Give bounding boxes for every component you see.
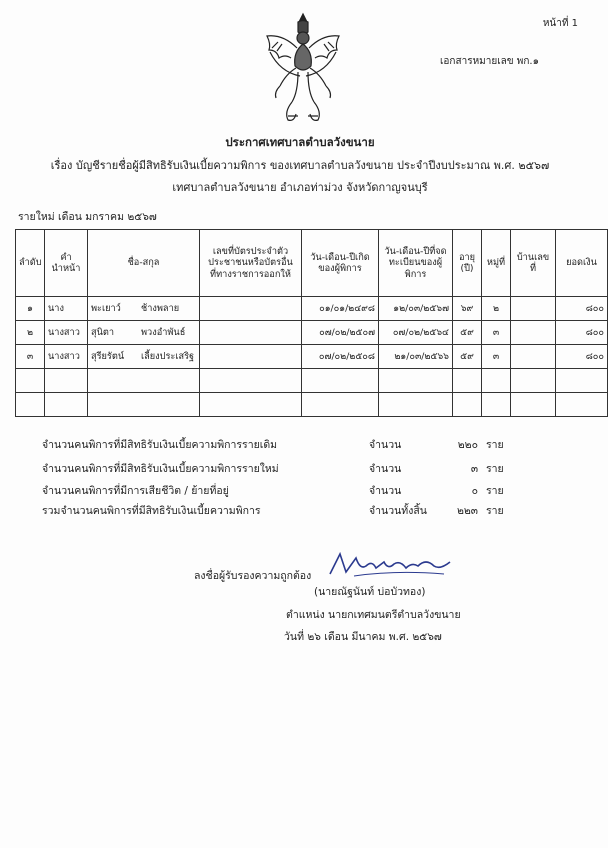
summary-label: จำนวนคนพิการที่มีสิทธิรับเงินเบี้ยความพิการรายใหม่ [42, 463, 279, 475]
table-header-row [16, 230, 608, 297]
summary-label: จำนวนคนพิการที่มีการเสียชีวิต / ย้ายที่อยู่ [42, 485, 229, 497]
table-row [16, 297, 608, 321]
cell-dob: ๐๗/๐๒/๒๕๐๘ [302, 345, 379, 369]
cell-last-name: พวงอำพันธ์ [141, 327, 186, 338]
beneficiary-table [15, 229, 608, 417]
table-row-empty [16, 369, 608, 393]
signer-name: (นายณัฐนันท์ บ่อบัวทอง) [314, 586, 426, 598]
announcement-title: ประกาศเทศบาลตำบลวังขนาย [225, 135, 375, 149]
cell-first-name: สุรียรัตน์ [91, 351, 125, 362]
page-number: หน้าที่ 1 [542, 18, 578, 29]
cell-name [88, 345, 200, 369]
announcement-location: เทศบาลตำบลวังขนาย อำเภอท่าม่วง จังหวัดกาญจนบุรี [172, 181, 428, 194]
cell-id [200, 345, 302, 369]
cell-house [511, 297, 556, 321]
cell-house [511, 321, 556, 345]
summary-unit: ราย [486, 463, 504, 475]
summary-qty-label: จำนวน [369, 463, 402, 475]
header-dob: วัน-เดือน-ปีเกิดของผู้พิการ [302, 230, 379, 297]
header-name: ชื่อ-สกุล [88, 230, 200, 297]
cell-id [200, 321, 302, 345]
cell-amount: ๘๐๐ [556, 297, 608, 321]
header-prefix-line1: คำ [60, 251, 72, 263]
cell-last-name: เลี้ยงประเสริฐ [141, 351, 195, 362]
cell-id [200, 297, 302, 321]
cell-house [511, 345, 556, 369]
cell-prefix: นางสาว [45, 345, 88, 369]
table-row [16, 345, 608, 369]
cell-prefix: นาง [45, 297, 88, 321]
cell-age: ๕๙ [453, 321, 482, 345]
announcement-subject: เรื่อง บัญชีรายชื่อผู้มีสิทธิรับเงินเบี้ยความพิการ ของเทศบาลตำบลวังขนาย ประจำปีงบประมาณ พ.ศ. ๒๕๖๗ [50, 159, 550, 172]
cell-no: ๑ [16, 297, 45, 321]
header-amount: ยอดเงิน [556, 230, 608, 297]
handwritten-signature [326, 548, 456, 582]
summary-label: รวมจำนวนคนพิการที่มีสิทธิรับเงินเบี้ยความพิการ [42, 505, 261, 517]
cell-age: ๕๙ [453, 345, 482, 369]
summary-label: จำนวนคนพิการที่มีสิทธิรับเงินเบี้ยความพิการรายเดิม [42, 439, 278, 451]
cell-reg: ๒๑/๐๓/๒๕๖๖ [379, 345, 453, 369]
cell-dob: ๐๗/๐๒/๒๕๐๗ [302, 321, 379, 345]
cell-amount: ๘๐๐ [556, 321, 608, 345]
header-moo: หมู่ที่ [482, 230, 511, 297]
table-row [16, 321, 608, 345]
document-code: เอกสารหมายเลข พก.๑ [440, 56, 539, 67]
summary-qty: ๐ [471, 485, 478, 497]
summary-qty-label: จำนวน [369, 439, 402, 451]
cell-reg: ๑๒/๐๓/๒๕๖๗ [379, 297, 453, 321]
cell-first-name: พะเยาว์ [91, 303, 121, 314]
cell-no: ๓ [16, 345, 45, 369]
summary-unit: ราย [486, 485, 504, 497]
header-age: อายุ (ปี) [453, 230, 482, 297]
table-row-empty [16, 393, 608, 417]
summary-unit: ราย [486, 439, 504, 451]
summary-qty: ๒๒๐ [457, 439, 478, 451]
cell-dob: ๐๑/๐๑/๒๔๙๘ [302, 297, 379, 321]
header-reg: วัน-เดือน-ปีที่จดทะเบียนของผู้พิการ [379, 230, 453, 297]
summary-qty: ๒๒๓ [456, 505, 478, 517]
summary-qty-label: จำนวน [369, 485, 402, 497]
header-id: เลขที่บัตรประจำตัวประชาชนหรือบัตรอื่นที่ทางราชการออกให้ [200, 230, 302, 297]
sign-date: วันที่ ๒๖ เดือน มีนาคม พ.ศ. ๒๕๖๗ [284, 631, 442, 643]
month-label: รายใหม่ เดือน มกราคม ๒๕๖๗ [18, 211, 157, 223]
cell-reg: ๐๗/๐๒/๒๕๖๔ [379, 321, 453, 345]
cell-name [88, 321, 200, 345]
cell-name [88, 297, 200, 321]
signer-position: ตำแหน่ง นายกเทศมนตรีตำบลวังขนาย [286, 609, 461, 621]
cell-last-name: ช้างพลาย [141, 303, 180, 314]
cell-age: ๖๙ [453, 297, 482, 321]
header-no: ลำดับ [16, 230, 45, 297]
summary-qty: ๓ [470, 463, 478, 475]
summary-qty-label: จำนวนทั้งสิ้น [369, 505, 427, 517]
cell-prefix: นางสาว [45, 321, 88, 345]
cell-moo: ๓ [482, 345, 511, 369]
cell-amount: ๘๐๐ [556, 345, 608, 369]
header-house: บ้านเลขที่ [511, 230, 556, 297]
certify-label: ลงชื่อผู้รับรองความถูกต้อง [194, 570, 312, 582]
header-prefix-line2: นำหน้า [51, 263, 81, 274]
cell-first-name: สุนิตา [91, 327, 115, 338]
summary-unit: ราย [486, 505, 504, 517]
garuda-emblem [258, 8, 348, 126]
header-prefix [45, 230, 88, 297]
cell-no: ๒ [16, 321, 45, 345]
cell-moo: ๒ [482, 297, 511, 321]
cell-moo: ๓ [482, 321, 511, 345]
